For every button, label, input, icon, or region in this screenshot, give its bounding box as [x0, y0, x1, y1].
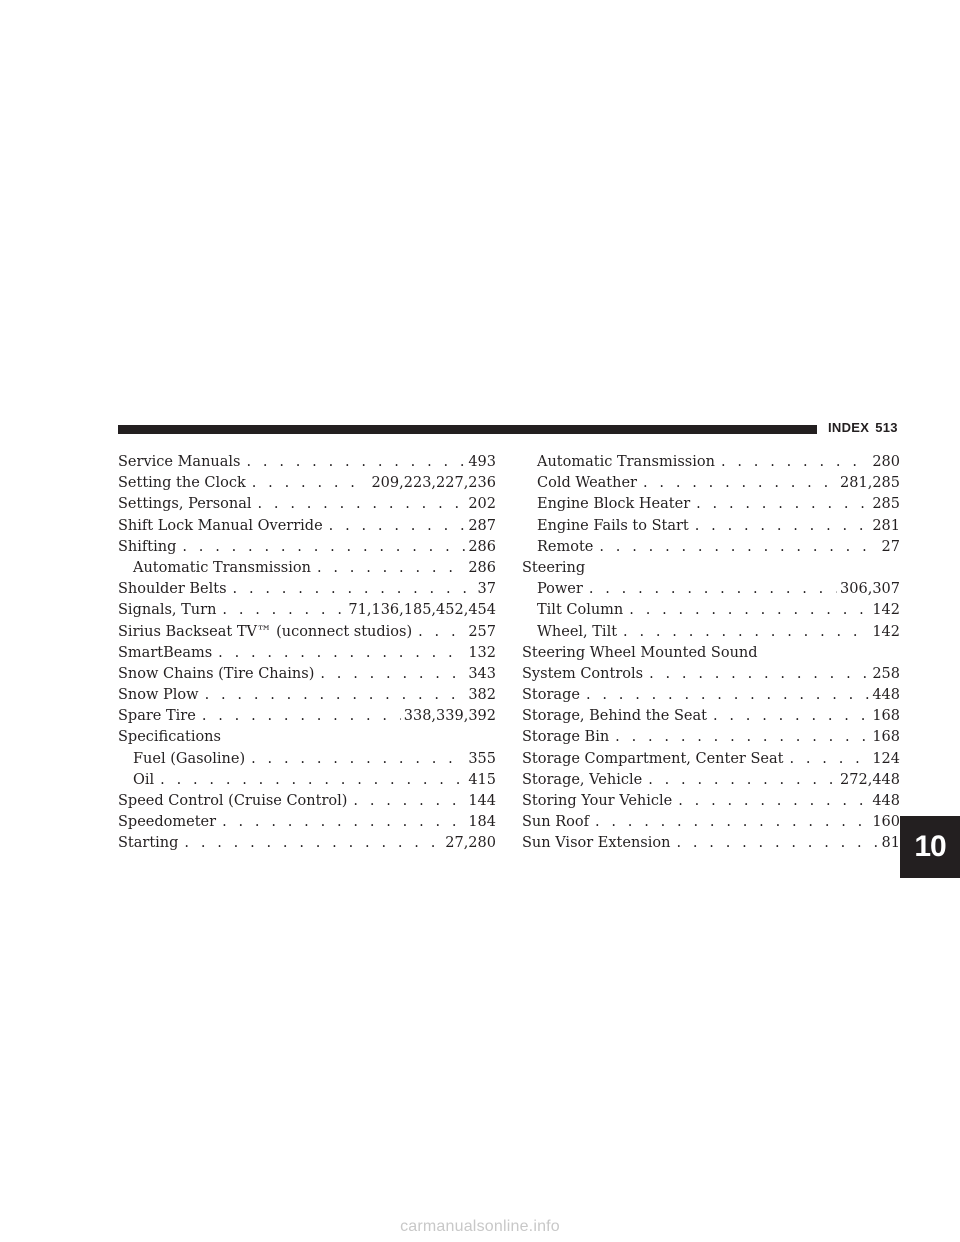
entry-page-numbers: 209,223,227,236: [371, 475, 496, 492]
dot-leader: [789, 749, 869, 770]
dot-leader: [317, 558, 465, 579]
dot-leader: [643, 473, 837, 494]
dot-leader: [251, 749, 465, 770]
entry-label: Power: [537, 581, 583, 598]
watermark: carmanualsonline.info: [400, 1218, 560, 1235]
entry-page-numbers: 37: [477, 581, 496, 598]
dot-leader: [320, 664, 465, 685]
dot-leader: [623, 622, 869, 643]
entry-page-numbers: 272,448: [840, 771, 900, 788]
entry-page-numbers: 184: [468, 814, 496, 831]
entry-page-numbers: 343: [468, 665, 496, 682]
entry-label: Fuel (Gasoline): [133, 750, 246, 767]
dot-leader: [222, 812, 465, 833]
index-subentry: [118, 770, 496, 791]
entry-label: Settings, Personal: [118, 496, 252, 513]
index-subentry: [118, 749, 496, 770]
entry-label: Speed Control (Cruise Control): [118, 793, 348, 809]
entry-page-numbers: 81: [881, 835, 900, 852]
entry-label: System Controls: [522, 665, 644, 682]
entry-label: Storage, Behind the Seat: [522, 708, 707, 725]
dot-leader: [218, 643, 465, 664]
entry-label: Sun Roof: [522, 814, 589, 831]
index-entry: [522, 833, 900, 854]
index-subentry: [522, 622, 900, 643]
entry-label: Wheel, Tilt: [537, 623, 618, 640]
entry-label: Setting the Clock: [118, 475, 246, 492]
index-subentry: [522, 600, 900, 621]
dot-leader: [676, 833, 878, 854]
entry-label: Starting: [118, 835, 179, 852]
index-column-right: [522, 452, 900, 855]
dot-leader: [205, 685, 466, 706]
index-subentry: [522, 452, 900, 473]
entry-label: Storage Compartment, Center Seat: [522, 750, 784, 767]
dot-leader: [222, 600, 345, 621]
dot-leader: [695, 516, 870, 537]
dot-leader: [233, 579, 475, 600]
entry-page-numbers: 27,280: [445, 835, 496, 852]
dot-leader: [246, 452, 465, 473]
dot-leader: [329, 516, 466, 537]
index-entry: [522, 791, 900, 812]
entry-page-numbers: 132: [468, 644, 496, 661]
index-entry: [118, 473, 496, 494]
entry-label: Spare Tire: [118, 708, 196, 725]
index-entry: [522, 727, 900, 748]
entry-label: Engine Block Heater: [537, 496, 691, 513]
index-entry: [118, 622, 496, 643]
entry-label: Sun Visor Extension: [522, 835, 671, 852]
index-entry: [522, 770, 900, 791]
dot-leader: [649, 664, 869, 685]
index-entry: [118, 685, 496, 706]
dot-leader: [202, 706, 401, 727]
index-entry: [522, 812, 900, 833]
dot-leader: [599, 537, 878, 558]
entry-page-numbers: 202: [468, 496, 496, 513]
entry-label: Storage Bin: [522, 729, 610, 746]
dot-leader: [595, 812, 869, 833]
index-entry: [522, 706, 900, 727]
entry-label: Snow Plow: [118, 687, 199, 704]
entry-label: Shifting: [118, 538, 177, 555]
index-subentry: [118, 558, 496, 579]
entry-page-numbers: 142: [872, 602, 900, 619]
index-entry: [118, 516, 496, 537]
dot-leader: [629, 600, 869, 621]
entry-page-numbers: 448: [872, 793, 900, 809]
dot-leader: [615, 727, 869, 748]
index-heading: Specifications: [118, 729, 221, 746]
index-entry: [118, 706, 496, 727]
index-column-left: [118, 452, 496, 855]
entry-page-numbers: 168: [872, 708, 900, 725]
dot-leader: [648, 770, 837, 791]
entry-page-numbers: 280: [872, 454, 900, 470]
dot-leader: [353, 791, 465, 812]
index-entry: [522, 664, 900, 685]
section-title: INDEX: [828, 420, 870, 435]
dot-leader: [678, 791, 869, 812]
index-subentry: [522, 579, 900, 600]
entry-page-numbers: 27: [881, 538, 900, 555]
entry-label: Shoulder Belts: [118, 581, 227, 598]
entry-page-numbers: 382: [468, 687, 496, 704]
index-entry: [118, 600, 496, 621]
index-heading: Steering: [522, 559, 586, 576]
index-subentry: [522, 516, 900, 537]
entry-label: SmartBeams: [118, 644, 213, 661]
index-heading: Steering Wheel Mounted Sound: [522, 644, 758, 661]
entry-label: Storage, Vehicle: [522, 771, 643, 788]
index-entry: [118, 537, 496, 558]
dot-leader: [182, 537, 465, 558]
entry-page-numbers: 168: [872, 729, 900, 746]
entry-page-numbers: 160: [872, 814, 900, 831]
entry-label: Engine Fails to Start: [537, 517, 689, 534]
index-subentry: [522, 494, 900, 515]
dot-leader: [586, 685, 869, 706]
entry-label: Signals, Turn: [118, 602, 217, 619]
entry-label: Storing Your Vehicle: [522, 793, 673, 809]
entry-page-numbers: 306,307: [840, 581, 900, 598]
dot-leader: [418, 622, 465, 643]
entry-page-numbers: 124: [872, 750, 900, 767]
page-number: 513: [875, 420, 898, 435]
entry-label: Remote: [537, 538, 594, 555]
dot-leader: [160, 770, 465, 791]
running-header: [828, 420, 898, 435]
entry-page-numbers: 257: [468, 623, 496, 640]
entry-page-numbers: 258: [872, 665, 900, 682]
chapter-tab: 10: [900, 816, 960, 878]
entry-label: Service Manuals: [118, 454, 241, 470]
dot-leader: [258, 494, 466, 515]
dot-leader: [589, 579, 837, 600]
dot-leader: [696, 494, 869, 515]
index-subentry: [522, 473, 900, 494]
dot-leader: [252, 473, 369, 494]
entry-page-numbers: 144: [468, 793, 496, 809]
index-entry: [118, 812, 496, 833]
entry-label: Automatic Transmission: [537, 454, 715, 470]
index-entry: [118, 494, 496, 515]
dot-leader: [721, 452, 869, 473]
entry-label: Oil: [133, 771, 155, 788]
dot-leader: [713, 706, 869, 727]
entry-page-numbers: 493: [468, 454, 496, 470]
entry-page-numbers: 286: [468, 538, 496, 555]
entry-page-numbers: 71,136,185,452,454: [348, 602, 496, 619]
entry-page-numbers: 287: [468, 517, 496, 534]
entry-page-numbers: 338,339,392: [403, 708, 496, 725]
index-entry: [522, 749, 900, 770]
index-entry: [118, 643, 496, 664]
entry-label: Tilt Column: [537, 602, 624, 619]
entry-label: Automatic Transmission: [133, 559, 311, 576]
entry-page-numbers: 285: [872, 496, 900, 513]
entry-page-numbers: 415: [468, 771, 496, 788]
dot-leader: [184, 833, 442, 854]
index-entry: [118, 833, 496, 854]
index-entry: [118, 452, 496, 473]
entry-label: Snow Chains (Tire Chains): [118, 665, 315, 682]
entry-page-numbers: 355: [468, 750, 496, 767]
entry-label: Sirius Backseat TV™ (uconnect studios): [118, 623, 413, 640]
entry-label: Cold Weather: [537, 475, 637, 492]
header-rule: [118, 425, 817, 434]
entry-label: Shift Lock Manual Override: [118, 517, 323, 534]
entry-page-numbers: 448: [872, 687, 900, 704]
entry-page-numbers: 286: [468, 559, 496, 576]
index-entry: [118, 664, 496, 685]
entry-label: Speedometer: [118, 814, 217, 831]
entry-page-numbers: 142: [872, 623, 900, 640]
entry-page-numbers: 281: [872, 517, 900, 534]
index-entry: [118, 579, 496, 600]
index-entry: [522, 685, 900, 706]
index-entry: [118, 791, 496, 812]
entry-label: Storage: [522, 687, 580, 704]
entry-page-numbers: 281,285: [840, 475, 900, 492]
index-subentry: [522, 537, 900, 558]
